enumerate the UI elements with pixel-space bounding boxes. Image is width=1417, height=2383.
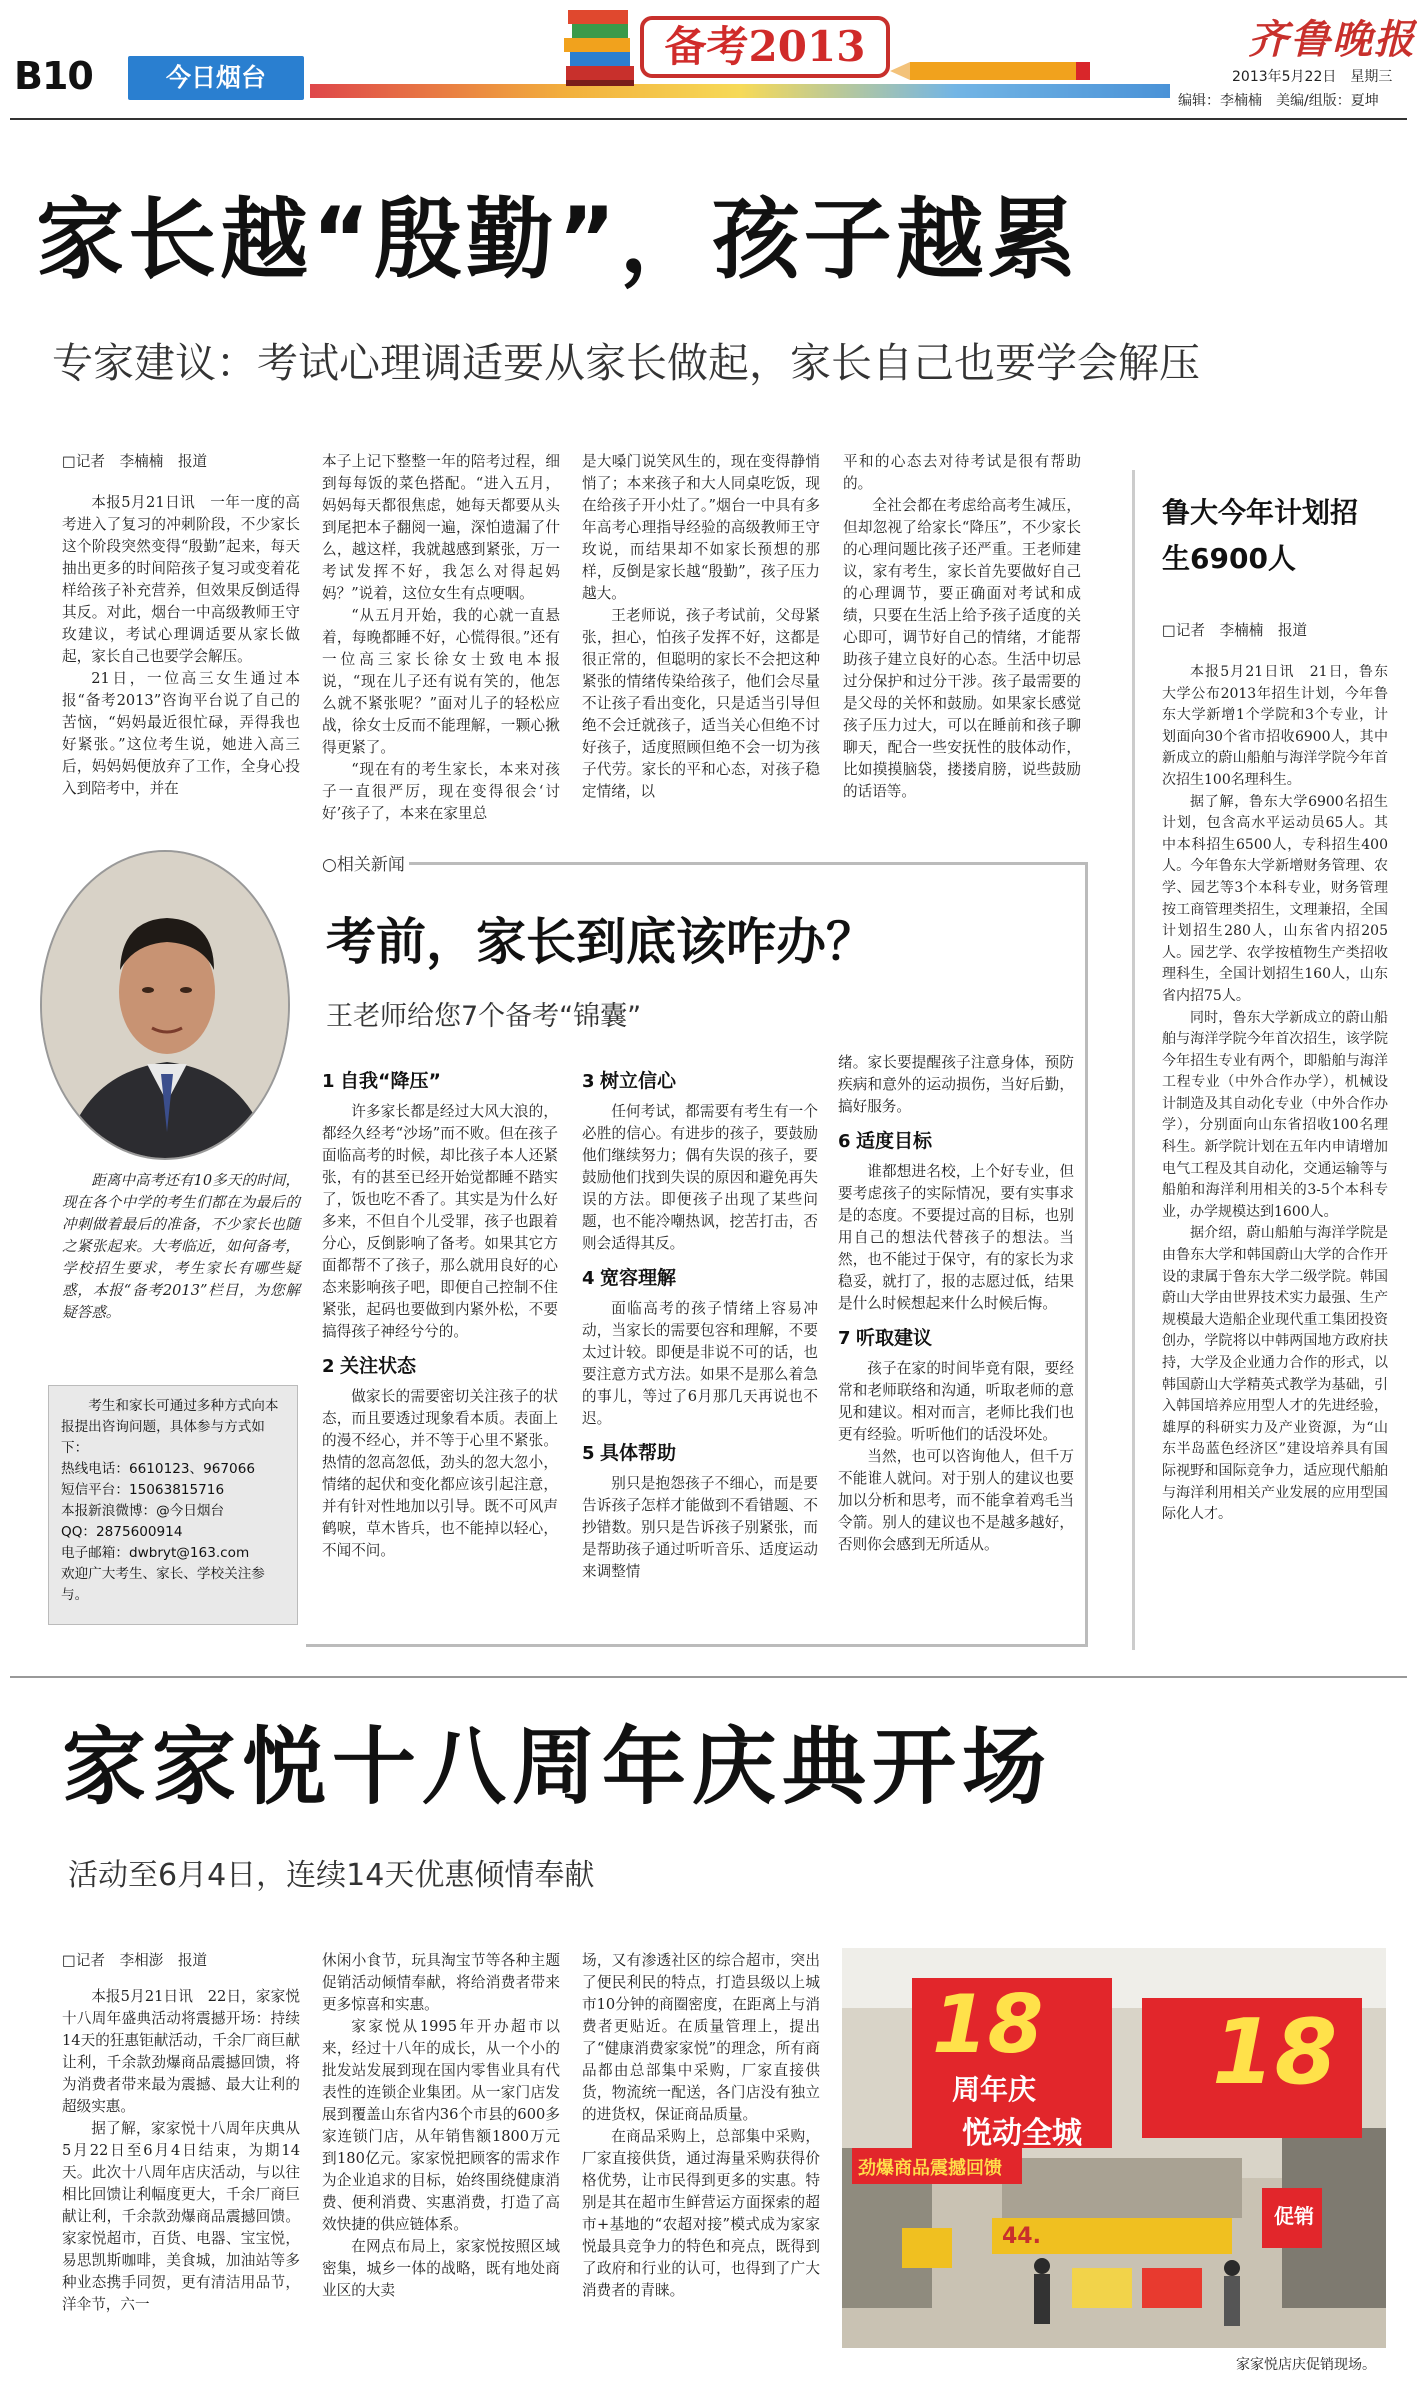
tip2-num: 2 bbox=[322, 1356, 335, 1377]
tip1-num: 1 bbox=[322, 1071, 335, 1092]
right-column-divider bbox=[1132, 470, 1135, 1650]
article1-byline: □记者 李楠楠 报道 bbox=[62, 453, 208, 470]
tip2-title-text: 关注状态 bbox=[340, 1355, 417, 1377]
tip3-num: 3 bbox=[582, 1071, 595, 1092]
page-header bbox=[0, 0, 1417, 120]
article1-col2 bbox=[322, 451, 560, 829]
contact-intro: 考生和家长可通过多种方式向本报提出咨询问题，具体参与方式如下： bbox=[61, 1398, 279, 1456]
contact-weibo: 本报新浪微博：@今日烟台 bbox=[61, 1503, 225, 1519]
tip4-text: 面临高考的孩子情绪上容易冲动，当家长的需要包容和理解，不要太过计较。即便是非说不可的话，也要注意方式方法。如果不是那么着急的事儿，等过了6月那几天再说也不迟。 bbox=[582, 1300, 818, 1427]
tip7-title bbox=[838, 1325, 1074, 1352]
editors-line: 编辑：李楠楠 美编/组版：夏坤 bbox=[1178, 93, 1379, 109]
related-news-label: ○相关新闻 bbox=[318, 850, 409, 875]
tip7-text: 孩子在家的时间毕竟有限，要经常和老师联络和沟通，听取老师的意见和建议。相对而言，老师比我们也更有经验。听听他们的话没坏处。 bbox=[838, 1360, 1074, 1443]
article1-col2-p2: “从五月开始，我的心就一直悬着，每晚都睡不好，心慌得很。”还有一位高三家长徐女士致电本报说，“现在儿子还有说有笑的，他怎么就不紧张呢？”面对儿子的轻松应战，徐女士反而不能理解，一颗心揪得更紧了。 bbox=[322, 607, 560, 756]
article2-col2-p2: 家家悦从1995年开办超市以来，经过十八年的成长，从一个小的批发站发展到现在国内零售业具有代表性的连锁企业集团。从一家门店发展到覆盖山东省内36个市县的600多家连锁门店，从年销售额1800万元到180亿元。家家悦把顾客的需求作为企业追求的目标，始终围绕健康消费、便利消费、实惠消费，打造了高效快捷的供应链体系。 bbox=[322, 2018, 560, 2233]
right-news-p4: 据介绍，蔚山船舶与海洋学院是由鲁东大学和韩国蔚山大学的合作开设的隶属于鲁东大学二级学院。韩国蔚山大学由世界技术实力最强、生产规模最大造船企业现代重工集团投资创办，学院将以中韩两国地方政府扶持，大学及企业通力合作的形式，以韩国蔚山大学精英式教学为基础，引入韩国培养应用型人才的先进经验，雄厚的科研实力及产业资源，为“山东半岛蓝色经济区”建设培养具有国际视野和国际竞争力，适应现代船舶与海洋利用相关产业发展的应用型国际化人才。 bbox=[1162, 1225, 1388, 1523]
right-news-headline: 鲁大今年计划招生6900人 bbox=[1162, 496, 1359, 575]
photo-banner-slogan: 悦动全城 bbox=[962, 2116, 1082, 2151]
tip2-title bbox=[322, 1353, 558, 1380]
article2-headline: 家家悦十八周年庆典开场 bbox=[62, 1718, 1053, 1816]
article2-col2 bbox=[322, 1950, 560, 2366]
column-logo: 备考2013 bbox=[640, 16, 890, 78]
article2-top-rule bbox=[10, 1676, 1407, 1678]
article1-headline: 家长越“殷勤”，孩子越累 bbox=[36, 188, 1080, 291]
tip5-title bbox=[582, 1440, 818, 1467]
article2-byline: □记者 李相澎 报道 bbox=[62, 1952, 208, 1969]
article1-col3-p1: 是大嗓门说笑风生的，现在变得静悄悄了；本来孩子和大人同桌吃饭，现在给孩子开小灶了。”烟台一中具有多年高考心理指导经验的高级教师王守玫说，而结果却不如家长预想的那样，反倒是家长越“殷勤”，孩子压力越大。 bbox=[582, 453, 820, 602]
right-news-byline: □记者 李楠楠 报道 bbox=[1162, 622, 1308, 639]
tip6-text: 谁都想进名校，上个好专业，但要考虑孩子的实际情况，要有实事求是的态度。不要提过高的目标，也别用自己的想法代替孩子的想法。当然，也不能过于保守，有的家长为求稳妥，就打了，报的志愿过低，结果是什么时候想起来什么时候后悔。 bbox=[838, 1163, 1074, 1312]
article2-col1-p1: 本报5月21日讯 22日，家家悦十八周年盛典活动将震撼开场：持续14天的狂惠钜献活动，千余厂商巨献让利，千余款劲爆商品震撼回馈，将为消费者带来最为震撼、最大让利的超级实惠。 bbox=[62, 1988, 300, 2115]
article1-col3-p2: 王老师说，孩子考试前，父母紧张，担心，怕孩子发挥不好，这都是很正常的，但聪明的家长不会把这种紧张的情绪传染给孩子，他们会尽量不让孩子看出变化，只是适当引导但绝不会迁就孩子，适当关心但绝不讨好孩子，适度照顾但绝不会一切为孩子代劳。家长的平和心态，对孩子稳定情绪，以 bbox=[582, 607, 820, 800]
article1-col1 bbox=[62, 492, 300, 800]
date-text: 2013年5月22日 bbox=[1232, 69, 1337, 85]
tip5-num: 5 bbox=[582, 1443, 595, 1464]
tip1-title-text: 自我“降压” bbox=[340, 1070, 441, 1092]
tip7-continued: 当然，也可以咨询他人，但千万不能谁人就问。对于别人的建议也要加以分析和思考，而不能拿着鸡毛当令箭。别人的建议也不是越多越好，否则你会感到无所适从。 bbox=[838, 1448, 1074, 1553]
pencil-icon bbox=[890, 60, 1090, 82]
tip4-title-text: 宽容理解 bbox=[600, 1267, 677, 1289]
tip2-text: 做家长的需要密切关注孩子的状态，而且要透过现象看本质。表面上的漫不经心，并不等于心里不紧张。热情的忽高忽低，劲头的忽大忽小，情绪的起伏和变化都应该引起注意，并有针对性地加以引导。既不可风声鹤唳，草木皆兵，也不能掉以轻心，不闻不问。 bbox=[322, 1388, 558, 1559]
article2-col3-p1: 场，又有渗透社区的综合超市，突出了便民利民的特点，打造县级以上城市10分钟的商圈密度，在距离上与消费者更贴近。在质量管理上，提出了“健康消费家家悦”的理念，所有商品都由总部集中采购，厂家直接供货，物流统一配送，各门店没有独立的进货权，保证商品质量。 bbox=[582, 1952, 820, 2123]
issue-date bbox=[1232, 66, 1392, 86]
article1-col1-p1: 本报5月21日讯 一年一度的高考进入了复习的冲刺阶段，不少家长这个阶段突然变得“殷勤”起来，每天抽出更多的时间陪孩子复习或变着花样给孩子补充营养，但效果反倒适得其反。对此，烟台一中高级教师王守玫建议，考试心理调适要从家长做起，家长自己也要学会解压。 bbox=[62, 494, 300, 665]
article1-col4-p2: 全社会都在考虑给高考生减压，但却忽视了给家长“降压”，不少家长的心理问题比孩子还严重。王老师建议，家有考生，家长首先要做好自己的心理调节，要正确面对考试和成绩，只要在生活上给予孩子适度的关心即可，调节好自己的情绪，才能帮助孩子建立良好的心态。生活中切忌过分保护和过分干涉。孩子最需要的是父母的关怀和鼓励。如果家长感觉孩子压力过大，可以在睡前和孩子聊聊天，配合一些安抚性的肢体动作，比如摸摸脑袋，搂搂肩膀，说些鼓励的话语等。 bbox=[843, 497, 1081, 800]
tip1-title bbox=[322, 1068, 558, 1095]
article1-col3 bbox=[582, 451, 820, 829]
photo-promo-sign: 促销 bbox=[1274, 2204, 1314, 2228]
contact-hotline: 热线电话：6610123、967066 bbox=[61, 1461, 255, 1477]
sidebar-headline: 考前，家长到底该咋办？ bbox=[326, 913, 876, 971]
contact-welcome: 欢迎广大考生、家长、学校关注参与。 bbox=[61, 1566, 265, 1603]
contact-box bbox=[48, 1385, 298, 1625]
tip7-title-text: 听取建议 bbox=[856, 1327, 933, 1349]
related-news-top-rule bbox=[408, 862, 1088, 865]
tip6-title-text: 适度目标 bbox=[856, 1130, 933, 1152]
article2-col2-p1: 休闲小食节，玩具淘宝节等各种主题促销活动倾情奉献，将给消费者带来更多惊喜和实惠。 bbox=[322, 1952, 560, 2013]
article1-col4-p1: 平和的心态去对待考试是很有帮助的。 bbox=[843, 453, 1081, 492]
weekday-text: 星期三 bbox=[1350, 69, 1393, 85]
tip5-title-text: 具体帮助 bbox=[600, 1442, 677, 1464]
sidebar-col2 bbox=[582, 1068, 818, 1583]
tip1-text: 许多家长都是经过大风大浪的，都经久经考“沙场”而不败。但在孩子面临高考的时候，却比孩子本人还紧张，有的甚至已经开始觉都睡不踏实了，饭也吃不香了。其实是为什么好多来，不但自个儿受罪，孩子也跟着分心，反倒影响了备考。如果其它方面都帮不了孩子，那么就用良好的心态来影响孩子吧，即便自己控制不住紧张，起码也要做到内紧外松，不要搞得孩子神经兮兮的。 bbox=[322, 1103, 558, 1340]
books-icon bbox=[560, 6, 640, 92]
contact-email: 电子邮箱：dwbryt@163.com bbox=[61, 1545, 250, 1561]
tip6-num: 6 bbox=[838, 1131, 851, 1152]
tip4-num: 4 bbox=[582, 1268, 595, 1289]
tip7-num: 7 bbox=[838, 1328, 851, 1349]
right-news-body bbox=[1162, 662, 1388, 1526]
tip3-text: 任何考试，都需要有考生有一个必胜的信心。有进步的孩子，要鼓励他们继续努力；偶有失误的孩子，要鼓励他们找到失误的原因和避免再失误的方法。即便孩子出现了某些问题，也不能冷嘲热讽，挖苦打击，否则会适得其反。 bbox=[582, 1103, 818, 1252]
photo-banner-18-right: 18 bbox=[1212, 2000, 1338, 2105]
photo-banner-18: 18 bbox=[932, 1978, 1044, 2071]
article2-subtitle: 活动至6月4日，连续14天优惠倾情奉献 bbox=[68, 1858, 595, 1893]
photo-banner-deal: 劲爆商品震撼回馈 bbox=[858, 2158, 1002, 2179]
tip5-text: 别只是抱怨孩子不细心，而是要告诉孩子怎样才能做到不看错题、不抄错数。别只是告诉孩子别紧张，而是帮助孩子通过听听音乐、适度运动来调整情 bbox=[582, 1475, 818, 1580]
photo-banner-anniversary: 周年庆 bbox=[952, 2073, 1037, 2106]
right-news-p3: 同时，鲁东大学新成立的蔚山船舶与海洋学院今年首次招生，该学院今年招生专业有两个，即船舶与海洋工程专业（中外合作办学），机械设计制造及其自动化专业（中外合作办学），分别面向山东省招收100名理科生。新学院计划在五年内申请增加电气工程及其自动化，交通运输等与船舶和海洋利用相关的3-5个本科专业，办学规模达到1600人。 bbox=[1162, 1009, 1388, 1220]
store-photo-caption: 家家悦店庆促销现场。 bbox=[1236, 2357, 1376, 2373]
sidebar-subtitle: 王老师给您7个备考“锦囊” bbox=[326, 1001, 642, 1032]
tip6-title bbox=[838, 1128, 1074, 1155]
contact-sms: 短信平台：15063815716 bbox=[61, 1482, 225, 1498]
tip3-title-text: 树立信心 bbox=[600, 1070, 677, 1092]
article2-col3 bbox=[582, 1950, 820, 2366]
article2-col2-p3: 在网点布局上，家家悦按照区域密集，城乡一体的战略，既有地处商业区的大卖 bbox=[322, 2238, 560, 2299]
sidebar-col1 bbox=[322, 1068, 558, 1562]
teacher-photo bbox=[40, 850, 290, 1160]
photo-caption: 距离中高考还有10多天的时间，现在各个中学的考生们都在为最后的冲刺做着最后的准备，不少家长也随之紧张起来。大考临近，如何备考，学校招生要求，考生家长有哪些疑惑，本报“备考2013”栏目，为您解疑答惑。 bbox=[62, 1172, 300, 1321]
tip4-title bbox=[582, 1265, 818, 1292]
sidebar-col3 bbox=[838, 1052, 1074, 1556]
article1-col4 bbox=[843, 451, 1081, 829]
article1-col2-p1: 本子上记下整整一年的陪考过程，细到每每饭的菜色搭配。“进入五月，妈妈每天都很焦虑，她每天都要从头到尾把本子翻阅一遍，深怕遗漏了什么，越这样，我就越感到紧张，万一考试发挥不好，我怎么对得起妈妈？”说着，这位女生有点哽咽。 bbox=[322, 453, 560, 602]
article1-subtitle: 专家建议：考试心理调适要从家长做起，家长自己也要学会解压 bbox=[52, 339, 1200, 387]
contact-qq: QQ：2875600914 bbox=[61, 1524, 183, 1540]
article2-col1 bbox=[62, 1986, 300, 2366]
tip5-continued: 绪。家长要提醒孩子注意身体，预防疾病和意外的运动损伤，当好后勤，搞好服务。 bbox=[838, 1054, 1074, 1115]
right-news-p2: 据了解，鲁东大学6900名招生计划，包含高水平运动员65人。其中本科招生6500人，专科招生400人。今年鲁东大学新增财务管理、农学、园艺等3个本科专业，财务管理按工商管理类招生，文理兼招，全国计划招生280人，山东省内招205人。园艺学、农学按植物生产类招收理科生，全国计划招生160人，山东省内招75人。 bbox=[1162, 793, 1388, 1004]
store-promotion-photo bbox=[842, 1948, 1386, 2348]
paper-name: 齐鲁晚报 bbox=[1248, 16, 1416, 63]
page-number: B10 bbox=[14, 54, 93, 98]
header-color-band bbox=[310, 84, 1170, 98]
section-tab: 今日烟台 bbox=[128, 56, 304, 100]
right-news-p1: 本报5月21日讯 21日，鲁东大学公布2013年招生计划，今年鲁东大学新增1个学院和3个专业，计划面向30个省市招收6900人，其中新成立的蔚山船舶与海洋学院今年首次招生100名理科生。 bbox=[1162, 664, 1388, 788]
article2-col1-p2: 据了解，家家悦十八周年庆典从5月22日至6月4日结束，为期14天。此次十八周年店庆活动，与以往相比回馈让利幅度更大，千余厂商巨献让利，千余款劲爆商品震撼回馈。家家悦超市，百货、电器、宝宝悦，易思凯斯咖啡，美食城，加油站等多种业态携手同贺，更有清洁用品节，洋伞节，六一 bbox=[62, 2120, 300, 2313]
photo-price-tag: 44. bbox=[1002, 2224, 1041, 2249]
article1-col2-p3: “现在有的考生家长，本来对孩子一直很严厉，现在变得很会‘讨好’孩子了，本来在家里总 bbox=[322, 761, 560, 822]
article2-col3-p2: 在商品采购上，总部集中采购，厂家直接供货，通过海量采购获得价格优势，让市民得到更多的实惠。特别是其在超市生鲜营运方面探索的超市+基地的“农超对接”模式成为家家悦最具竞争力的特色和亮点，既得到了政府和行业的认可，也得到了广大消费者的青睐。 bbox=[582, 2128, 820, 2299]
tip3-title bbox=[582, 1068, 818, 1095]
header-rule bbox=[10, 118, 1407, 120]
article1-col1-p2: 21日，一位高三女生通过本报“备考2013”咨询平台说了自己的苦恼，“妈妈最近很忙碌，弄得我也好紧张。”这位考生说，她进入高三后，妈妈妈便放弃了工作，全身心投入到陪考中，并在 bbox=[62, 670, 300, 797]
